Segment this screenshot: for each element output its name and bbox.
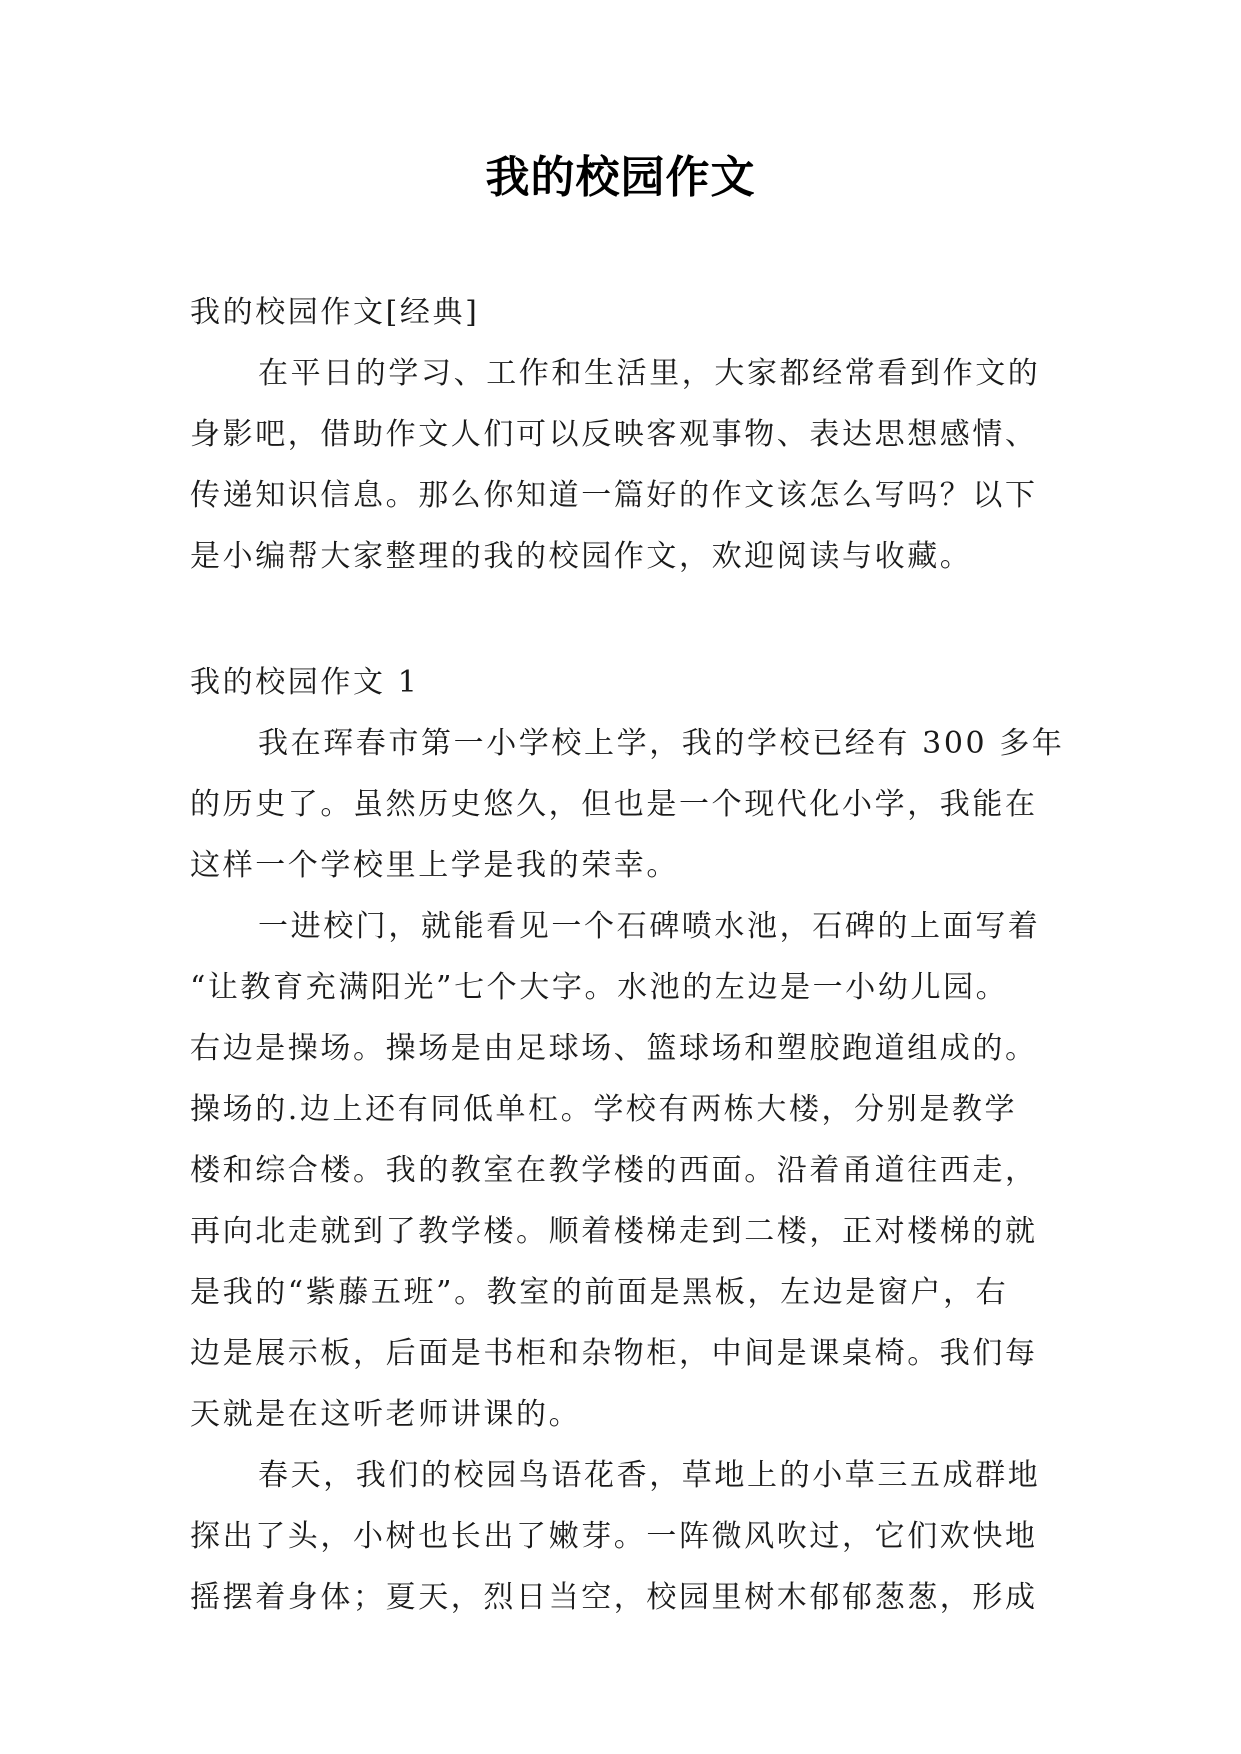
paragraph-line: 在平日的学习、工作和生活里，大家都经常看到作文的: [258, 356, 1041, 391]
paragraph-line: 楼和综合楼。我的教室在教学楼的西面。沿着甬道往西走，: [190, 1153, 1038, 1188]
blank-spacer: [190, 587, 1050, 652]
paragraph-line: 这样一个学校里上学是我的荣幸。: [190, 848, 679, 883]
paragraph-line: 我在珲春市第一小学校上学，我的学校已经有 300 多年: [258, 726, 1065, 761]
paragraph-line: 是小编帮大家整理的我的校园作文，欢迎阅读与收藏。: [190, 539, 973, 574]
paragraph-line: 探出了头，小树也长出了嫩芽。一阵微风吹过，它们欢快地: [190, 1519, 1038, 1554]
paragraph-line: 右边是操场。操场是由足球场、篮球场和塑胶跑道组成的。: [190, 1031, 1038, 1066]
section-heading: 我的校园作文[经典]: [190, 295, 480, 330]
paragraph-line: 是我的“紫藤五班”。教室的前面是黑板，左边是窗户，右: [190, 1275, 1009, 1310]
paragraph-line: 摇摆着身体；夏天，烈日当空，校园里树木郁郁葱葱，形成: [190, 1580, 1038, 1615]
paragraph-line: 春天，我们的校园鸟语花香，草地上的小草三五成群地: [258, 1458, 1041, 1493]
paragraph-line: 再向北走就到了教学楼。顺着楼梯走到二楼，正对楼梯的就: [190, 1214, 1038, 1249]
paragraph-line: “让教育充满阳光”七个大字。水池的左边是一小幼儿园。: [190, 970, 1009, 1005]
paragraph-line: 操场的.边上还有同低单杠。学校有两栋大楼，分别是教学: [190, 1092, 1018, 1127]
document-title: 我的校园作文: [485, 152, 756, 203]
section-heading: 我的校园作文 1: [190, 665, 420, 700]
paragraph-line: 的历史了。虽然历史悠久，但也是一个现代化小学，我能在: [190, 787, 1038, 822]
paragraph-line: 一进校门，就能看见一个石碑喷水池，石碑的上面写着: [258, 909, 1041, 944]
paragraph-line: 边是展示板，后面是书柜和杂物柜，中间是课桌椅。我们每: [190, 1336, 1038, 1371]
document-body: [190, 282, 1065, 1628]
paragraph-line: 传递知识信息。那么你知道一篇好的作文该怎么写吗？以下: [190, 478, 1038, 513]
paragraph-line: 天就是在这听老师讲课的。: [190, 1397, 582, 1432]
paragraph-line: 身影吧，借助作文人们可以反映客观事物、表达思想感情、: [190, 417, 1038, 452]
